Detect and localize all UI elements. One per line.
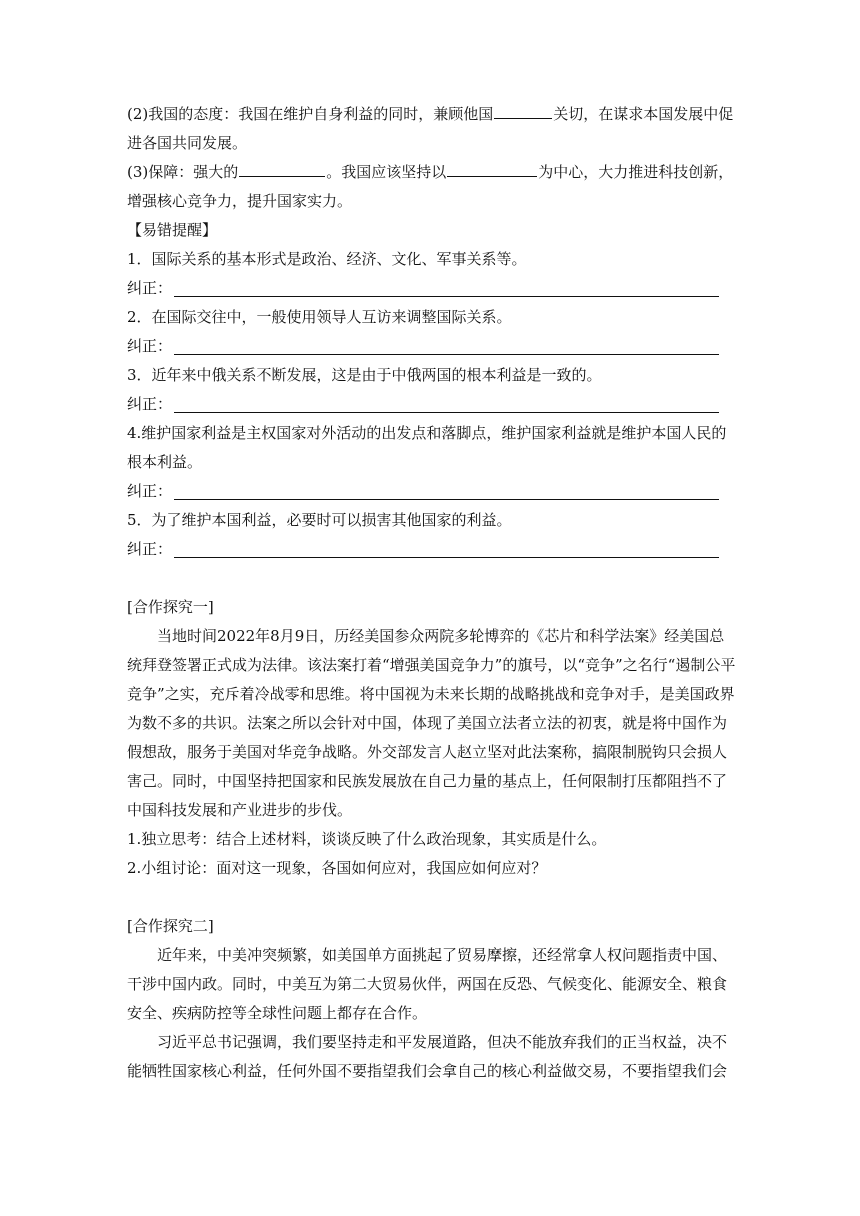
inquiry2-paragraph-1: 近年来，中美冲突频繁，如美国单方面挑起了贸易摩擦，还经常拿人权问题指责中国、干涉中国内政。同时，中美互为第二大贸易伙伴，两国在反恐、气候变化、能源安全、粮食安全、疾病防控等全球性问题上都存在合作。 xyxy=(127,946,728,1022)
correction-row xyxy=(127,477,737,506)
correction-label: 纠正： xyxy=(127,540,173,558)
correction-label: 纠正： xyxy=(127,337,173,355)
guarantee-text-mid: 。我国应该坚持以 xyxy=(326,163,447,181)
inquiry1-paragraph: 当地时间2022年8月9日，历经美国参众两院多轮博弈的《芯片和科学法案》经美国总统拜登签署正式成为法律。该法案打着“增强美国竞争力”的旗号，以“竞争”之名行“遏制公平竞争”之实，充斥着冷战零和思维。将中国视为未来长期的战略挑战和竞争对手，是美国政界为数不多的共识。法案之所以会针对中国，体现了美国立法者立法的初衷，就是将中国作为假想敌，服务于美国对华竞争战略。外交部发言人赵立坚对此法案称，搞限制脱钩只会损人害己。同时，中国坚持把国家和民族发展放在自己力量的基点上，任何限制打压都阻挡不了中国科技发展和产业进步的步伐。 xyxy=(127,627,736,819)
guarantee-text-post: 为中心，大力推进科技创新，增强核心竞争力，提升国家实力。 xyxy=(127,163,734,210)
correction-line[interactable] xyxy=(174,541,719,558)
correction-label: 纠正： xyxy=(127,279,173,297)
pitfall-statement: 3．近年来中俄关系不断发展，这是由于中俄两国的根本利益是一致的。 xyxy=(127,366,602,384)
pitfalls-heading: 【易错提醒】 xyxy=(127,221,218,239)
fill-blank[interactable] xyxy=(447,160,537,177)
guarantee-text-pre: (3)保障：强大的 xyxy=(127,163,239,181)
correction-label: 纠正： xyxy=(127,395,173,413)
pitfall-statement: 2．在国际交往中，一般使用领导人互访来调整国际关系。 xyxy=(127,308,512,326)
correction-row xyxy=(127,390,737,419)
correction-line[interactable] xyxy=(174,396,719,413)
pitfall-statement: 4.维护国家利益是主权国家对外活动的出发点和落脚点，维护国家利益就是维护本国人民的根本利益。 xyxy=(127,424,727,471)
document-body xyxy=(127,100,737,1086)
correction-line[interactable] xyxy=(174,338,719,355)
inquiry2-paragraph-2: 习近平总书记强调，我们要坚持走和平发展道路，但决不能放弃我们的正当权益，决不能牺牲国家核心利益，任何外国不要指望我们会拿自己的核心利益做交易，不要指望我们会 xyxy=(127,1033,728,1080)
section-spacer xyxy=(127,883,737,912)
fill-blank[interactable] xyxy=(494,102,552,119)
inquiry2-heading: [合作探究二] xyxy=(127,917,214,935)
fill-blank[interactable] xyxy=(239,160,325,177)
pitfall-statement: 1．国际关系的基本形式是政治、经济、文化、军事关系等。 xyxy=(127,250,527,268)
attitude-text-post: 关切，在谋求本国发展中促进各国共同发展。 xyxy=(127,105,734,152)
correction-row xyxy=(127,535,737,564)
inquiry1-question-1: 1.独立思考：结合上述材料，谈谈反映了什么政治现象，其实质是什么。 xyxy=(127,830,607,848)
inquiry1-question-2: 2.小组讨论：面对这一现象，各国如何应对，我国应如何应对？ xyxy=(127,859,547,877)
attitude-text-pre: (2)我国的态度：我国在维护自身利益的同时，兼顾他国 xyxy=(127,105,494,123)
correction-row xyxy=(127,332,737,361)
attitude-item xyxy=(127,100,737,158)
inquiry1-heading: [合作探究一] xyxy=(127,598,214,616)
correction-label: 纠正： xyxy=(127,482,173,500)
correction-line[interactable] xyxy=(174,280,719,297)
correction-row xyxy=(127,274,737,303)
guarantee-item xyxy=(127,158,737,216)
section-spacer xyxy=(127,564,737,593)
correction-line[interactable] xyxy=(174,483,719,500)
pitfall-statement: 5．为了维护本国利益，必要时可以损害其他国家的利益。 xyxy=(127,511,512,529)
